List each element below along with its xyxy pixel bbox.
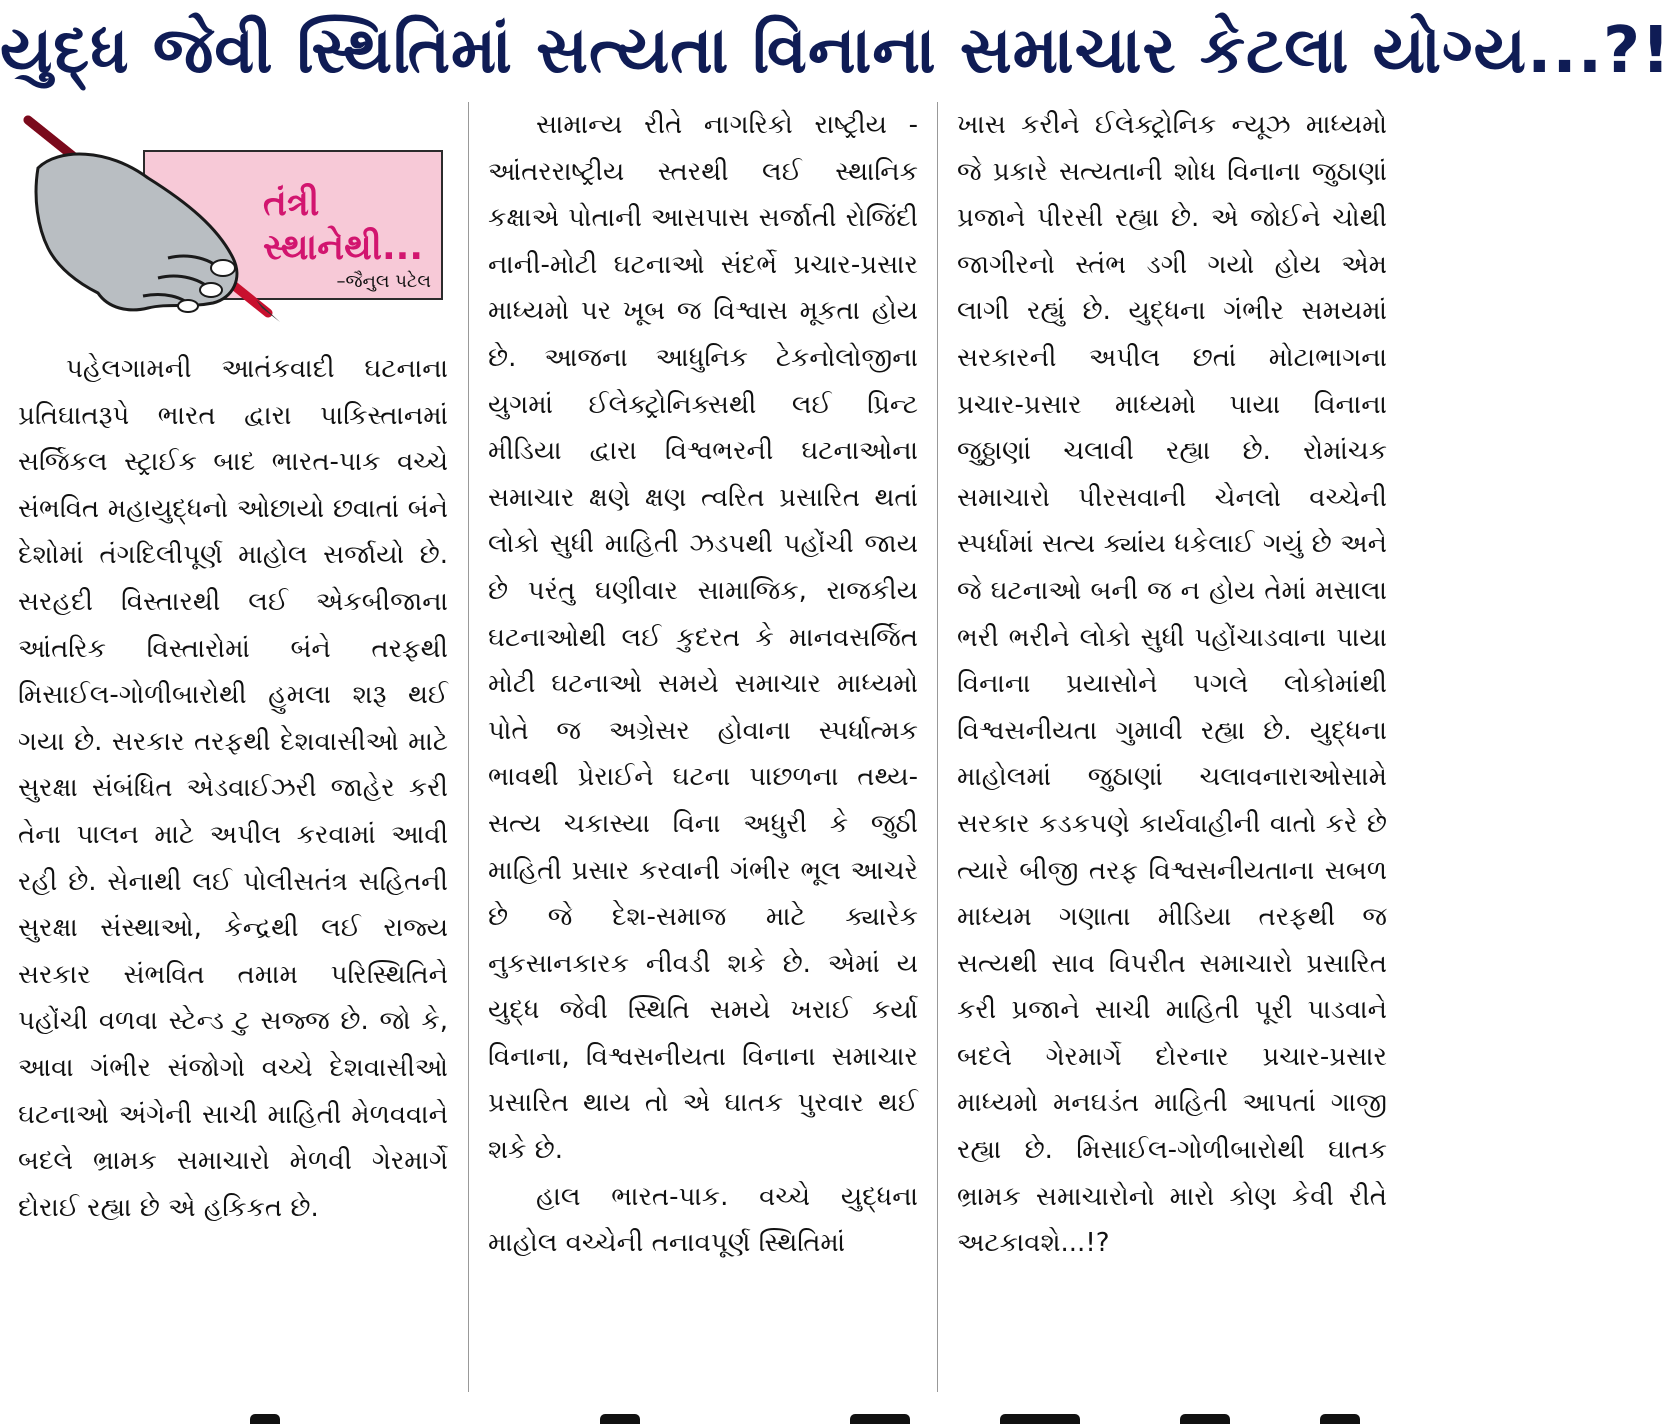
headline: યુદ્ધ જેવી સ્થિતિમાં સત્યતા વિનાના સમાચાર કેટલા યોગ્ય...?! (0, 14, 1671, 88)
paragraph: પહેલગામની આતંકવાદી ઘટનાના પ્રતિઘાતરૂપે ભારત દ્વારા પાકિસ્તાનમાં સર્જિકલ સ્ટ્રાઈક બાદ ભારત-પાક વચ્ચે સંભવિત મહાયુદ્ધનો ઓછાયો છવાતાં બંને દેશોમાં તંગદિલીપૂર્ણ માહોલ સર્જાયો છે. સરહદી વિસ્તારથી લઈ એકબીજાના આંતરિક વિસ્તારોમાં બંને તરફથી મિસાઈલ-ગોળીબારોથી હુમલા શરૂ થઈ ગયા છે. સરકાર તરફથી દેશવાસીઓ માટે સુરક્ષા સંબંધિત એડવાઈઝરી જાહેર કરી તેના પાલન માટે અપીલ કરવામાં આવી રહી છે. સેનાથી લઈ પોલીસતંત્ર સહિતની સુરક્ષા સંસ્થાઓ, કેન્દ્રથી લઈ રાજ્ય સરકાર સંભવિત તમામ પરિસ્થિતિને પહોંચી વળવા સ્ટેન્ડ ટુ સજ્જ છે. જો કે, આવા ગંભીર સંજોગો વચ્ચે દેશવાસીઓ ઘટનાઓ અંગેની સાચી માહિતી મેળવવાને બદલે ભ્રામક સમાચારો મેળવી ગેરમાર્ગે દોરાઈ રહ્યા છે એ હકિકત છે. (18, 354, 448, 1223)
editorial-masthead (18, 108, 448, 330)
article-column-1 (18, 346, 448, 1231)
article-column-3 (957, 102, 1387, 1267)
paragraph: ખાસ કરીને ઈલેક્ટ્રોનિક ન્યૂઝ માધ્યમો જે પ્રકારે સત્યતાની શોધ વિનાના જુઠાણાં પ્રજાને પીરસી રહ્યા છે. એ જોઈને ચોથી જાગીરનો સ્તંભ ડગી ગયો હોય એમ લાગી રહ્યું છે. યુદ્ધના ગંભીર સમયમાં સરકારની અપીલ છતાં મોટાભાગના પ્રચાર-પ્રસાર માધ્યમો પાયા વિનાના જુઠ્ઠાણાં ચલાવી રહ્યા છે. રોમાંચક સમાચારો પીરસવાની ચેનલો વચ્ચેની સ્પર્ધામાં સત્ય ક્યાંય ધકેલાઈ ગયું છે અને જે ઘટનાઓ બની જ ન હોય તેમાં મસાલા ભરી ભરીને લોકો સુધી પહોંચાડવાના પાયા વિનાના પ્રયાસોને પગલે લોકોમાંથી વિશ્વસનીયતા ગુમાવી રહ્યા છે. યુદ્ધના માહોલમાં જુઠાણાં ચલાવનારાઓસામે સરકાર કડકપણે કાર્યવાહીની વાતો કરે છે ત્યારે બીજી તરફ વિશ્વસનીયતાના સબળ માધ્યમ ગણાતા મીડિયા તરફથી જ સત્યથી સાવ વિપરીત સમાચારો પ્રસારિત કરી પ્રજાને સાચી માહિતી પૂરી પાડવાને બદલે ગેરમાર્ગે દોરનાર પ્રચાર-પ્રસાર માધ્યમો મનઘડંત માહિતી આપતાં ગાજી રહ્યા છે. મિસાઈલ-ગોળીબારોથી ઘાતક ભ્રામક સમાચારોનો મારો કોણ કેવી રીતે અટકાવશે...!? (957, 110, 1387, 1259)
column-divider (937, 102, 938, 1392)
masthead-author: –જૈનુલ પટેલ (336, 271, 431, 292)
column-divider (468, 102, 469, 1392)
paragraph: હાલ ભારત-પાક. વચ્ચે યુદ્ધના માહોલ વચ્ચેની તનાવપૂર્ણ સ્થિતિમાં (488, 1181, 918, 1259)
cropped-next-headline (0, 1410, 1407, 1424)
hand-with-pen-icon (18, 108, 288, 330)
article-column-2 (488, 102, 918, 1267)
paragraph: સામાન્ય રીતે નાગરિકો રાષ્ટ્રીય - આંતરરાષ્ટ્રીય સ્તરથી લઈ સ્થાનિક કક્ષાએ પોતાની આસપાસ સર્જાતી રોજિંદી નાની-મોટી ઘટનાઓ સંદર્ભે પ્રચાર-પ્રસાર માધ્યમો પર ખૂબ જ વિશ્વાસ મૂકતા હોય છે. આજના આધુનિક ટેકનોલોજીના યુગમાં ઈલેક્ટ્રોનિક્સથી લઈ પ્રિન્ટ મીડિયા દ્વારા વિશ્વભરની ઘટનાઓના સમાચાર ક્ષણે ક્ષણ ત્વરિત પ્રસારિત થતાં લોકો સુધી માહિતી ઝડપથી પહોંચી જાય છે પરંતુ ઘણીવાર સામાજિક, રાજકીય ઘટનાઓથી લઈ કુદરત કે માનવસર્જિત મોટી ઘટનાઓ સમયે સમાચાર માધ્યમો પોતે જ અગ્રેસર હોવાના સ્પર્ધાત્મક ભાવથી પ્રેરાઈને ઘટના પાછળના તથ્ય-સત્ય ચકાસ્યા વિના અધુરી કે જુઠી માહિતી પ્રસાર કરવાની ગંભીર ભૂલ આચરે છે જે દેશ-સમાજ માટે ક્યારેક નુકસાનકારક નીવડી શકે છે. એમાં ય યુદ્ધ જેવી સ્થિતિ સમયે ખરાઈ કર્યા વિનાના, વિશ્વસનીયતા વિનાના સમાચાર પ્રસારિત થાય તો એ ઘાતક પુરવાર થઈ શકે છે. (488, 110, 918, 1166)
masthead-title: તંત્રી સ્થાનેથી... (263, 183, 424, 268)
